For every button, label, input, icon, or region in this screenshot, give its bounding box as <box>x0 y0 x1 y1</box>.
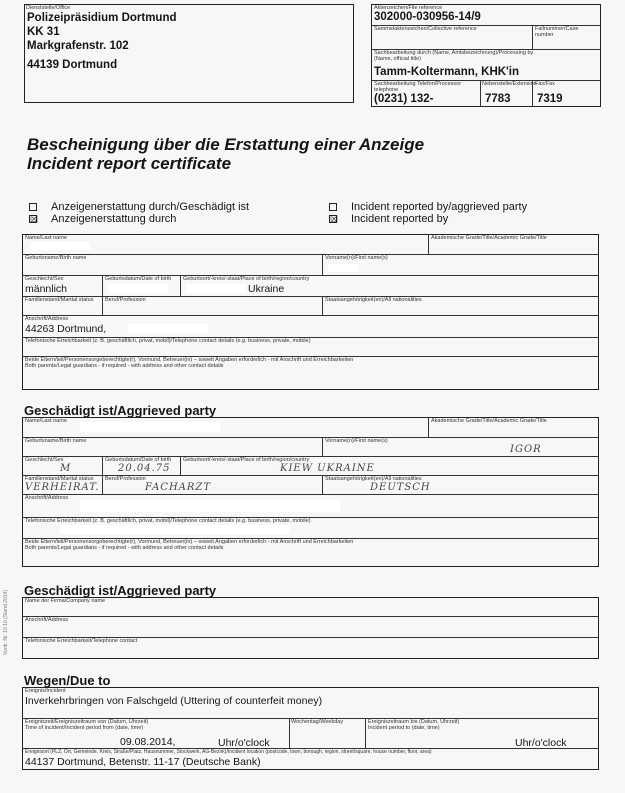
company-phone-label: Telefonische Erreichbarkeit/Telephone contact <box>25 638 138 644</box>
check-label-de-1: Anzeigenerstattung durch/Geschädigt ist <box>51 201 250 213</box>
fax-value: 7319 <box>537 93 563 105</box>
location-value: 44137 Dortmund, Betenstr. 11-17 (Deutsche Bank) <box>25 756 261 768</box>
extension-label: Nebenstelle/Extension <box>482 81 537 87</box>
file-reference-label: Aktenzeichen/File reference <box>374 5 443 11</box>
checkbox-en-reporter[interactable]: ☒ <box>330 214 339 224</box>
reporter-degree-label: Akademische Grade/Title/Academic Grade/Title <box>431 235 547 241</box>
reporter-address-label: Anschrift/Address <box>25 316 69 322</box>
aggrieved-firstname-value: IGOR <box>510 444 542 455</box>
time-label-1: Ereigniszeit/Ereigniszeitraum von (Datum, Uhrzeit) <box>25 719 149 725</box>
reporter-pob-redaction <box>186 284 246 293</box>
reporter-parents-label-1: Beide Eltern/teil/Personensorgeberechtigte(r), Vormund, Betreuer(in) – soweit Angaben erforderlich - mit Anschrift und Erreichbarkeiten <box>25 357 354 363</box>
until-label-2: Incident period to (date, time) <box>368 725 440 731</box>
reporter-pob-label: Geburtsort/-kreis/-staat/Place of birth/region/country <box>183 276 310 282</box>
until-unit: Uhr/o'clock <box>515 737 567 749</box>
checkbox-de-aggrieved[interactable] <box>29 203 37 211</box>
aggrieved-name-redaction <box>80 422 220 432</box>
check-label-de-2: Anzeigenerstattung durch <box>51 213 177 225</box>
company-name-label: Name der Firma/Company name <box>25 598 106 604</box>
reporter-job-label: Beruf/Profession <box>105 297 146 303</box>
until-label-1: Ereigniszeitraum bis (Datum, Uhrzeit) <box>368 719 460 725</box>
aggrieved-nationality-value: DEUTSCH <box>370 482 431 493</box>
time-label-2: Time of incident/Incident period from (date, time) <box>25 725 144 731</box>
aggrieved-nationality-label: Staatsangehörigkeit(en)/All nationalities <box>325 476 422 482</box>
aggrieved-job-label: Beruf/Profession <box>105 476 146 482</box>
office-line-3: Markgrafenstr. 102 <box>27 40 129 52</box>
check-label-en-1: Incident reported by/aggrieved party <box>351 201 528 213</box>
office-line-1: Polizeipräsidium Dortmund <box>27 12 177 24</box>
aggrieved-phone-redaction <box>60 525 290 534</box>
incident-value: Inverkehrbringen von Falschgeld (Uttering of counterfeit money) <box>25 695 323 707</box>
title-de: Bescheinigung über die Erstattung einer Anzeige <box>27 135 425 154</box>
case-number-label: Fallnummer/Case number <box>535 26 579 38</box>
aggrieved-heading: Geschädigt ist/Aggrieved party <box>24 403 217 418</box>
collective-reference-label: Sammelaktenzeichen/Collective reference <box>374 26 477 32</box>
aggrieved-dob-value: 20.04.75 <box>118 463 171 474</box>
file-reference-value: 302000-030956-14/9 <box>374 11 481 23</box>
incident-label: Ereignis/Incident <box>25 688 66 694</box>
reporter-dob-label: Geburtsdatum/Date of birth <box>105 276 172 282</box>
form-margin-note: Vordr. Nr. 10 10 (Stand 2014) <box>3 590 9 656</box>
office-line-5: 44139 Dortmund <box>27 59 118 71</box>
reporter-birthname-label: Geburtsname/Birth name <box>25 255 87 261</box>
reporter-dob-redaction <box>108 284 168 293</box>
aggrieved-degree-label: Akademische Grade/Title/Academic Grade/Title <box>431 418 547 424</box>
aggrieved-marital-label: Familienstand/Marital status <box>25 476 94 482</box>
company-heading: Geschädigt ist/Aggrieved party <box>24 583 217 598</box>
reporter-address-value: 44263 Dortmund, <box>25 323 107 335</box>
aggrieved-pob-value: KIEW UKRAINE <box>280 463 375 474</box>
office-line-2: KK 31 <box>27 26 60 38</box>
reporter-sex-value: männlich <box>25 283 68 295</box>
reporter-firstname-label: Vorname(n)/First name(s) <box>325 255 388 261</box>
checkbox-en-aggrieved[interactable] <box>329 203 337 211</box>
check-label-en-2: Incident reported by <box>351 213 449 225</box>
aggrieved-parents-label-1: Beide Eltern/teil/Personensorgeberechtigte(r), Vormund, Betreuer(in) – soweit Angaben erforderlich - mit Anschrift und Erreichbarkeiten <box>25 539 354 545</box>
aggrieved-firstname-label: Vorname(n)/First name(s) <box>325 438 388 444</box>
aggrieved-birthname-label: Geburtsname/Birth name <box>25 438 87 444</box>
aggrieved-sex-value: M <box>60 463 72 474</box>
due-heading: Wegen/Due to <box>24 673 111 688</box>
aggrieved-dob-label: Geburtsdatum/Date of birth <box>105 457 172 463</box>
aggrieved-pob-label: Geburtsort/-kreis/-staat/Place of birth/region/country <box>183 457 310 463</box>
processor-phone-value: (0231) 132- <box>374 93 434 105</box>
aggrieved-job-value: FACHARZT <box>145 482 212 493</box>
company-box <box>22 597 599 659</box>
aggrieved-phone-label: Telefonische Erreichbarkeit (z. B. geschäftlich, privat, mobil)/Telephone contact details (e.g. business, private, mobile) <box>25 518 311 524</box>
office-label: Dienststelle/Office <box>26 5 71 11</box>
extension-value: 7783 <box>485 93 511 105</box>
checkbox-de-reporter[interactable]: ☒ <box>30 214 39 224</box>
processor-label: Sachbearbeitung durch (Name, Amtsbezeichnung)/Processing by (Name, official title) <box>374 50 534 62</box>
reporter-firstname-redaction <box>328 264 358 272</box>
weekday-label: Wochentag/Weekday <box>291 719 344 725</box>
reporter-pob-value: Ukraine <box>248 283 285 295</box>
reporter-address-redaction <box>128 324 208 333</box>
aggrieved-address-label: Anschrift/Address <box>25 495 69 501</box>
fax-label: Fax/Fax <box>535 81 555 87</box>
processor-phone-label: Sachbearbeitung Telefon/Processor telephone <box>374 81 462 93</box>
aggrieved-name-label: Name/Last name <box>25 418 67 424</box>
reporter-name-redaction <box>30 242 90 250</box>
reporter-marital-label: Familienstand/Marital status <box>25 297 94 303</box>
reporter-parents-label-2: Both parents/Legal guardians - if required - with address and other contact details <box>25 363 224 369</box>
time-value: 09.08.2014, <box>120 736 176 748</box>
location-label: Ereignisort (PLZ, Ort, Gemeinde, Kreis, Straße/Platz, Hausnummer, Stockwerk, AG-Bezirk)/Incident location (postcode, town, borough, region, street/square, house number, floor, area) <box>25 749 432 755</box>
reporter-sex-label: Geschlecht/Sex <box>25 276 64 282</box>
aggrieved-sex-label: Geschlecht/Sex <box>25 457 64 463</box>
processor-value: Tamm-Koltermann, KHK'in <box>374 66 520 78</box>
time-unit: Uhr/o'clock <box>218 737 270 749</box>
company-address-label: Anschrift/Address <box>25 617 69 623</box>
aggrieved-parents-label-2: Both parents/Legal guardians - if required - with address and other contact details <box>25 545 224 551</box>
aggrieved-marital-value: VERHEIRAT. <box>25 482 100 493</box>
title-en: Incident report certificate <box>27 154 232 173</box>
reporter-phone-label: Telefonische Erreichbarkeit (z. B. geschäftlich, privat, mobil)/Telephone contact details (e.g. business, private, mobile) <box>25 338 311 344</box>
aggrieved-address-redaction <box>80 500 340 512</box>
reporter-nationality-label: Staatsangehörigkeit(en)/All nationalities <box>325 297 422 303</box>
reporter-name-label: Name/Last name <box>25 235 67 241</box>
